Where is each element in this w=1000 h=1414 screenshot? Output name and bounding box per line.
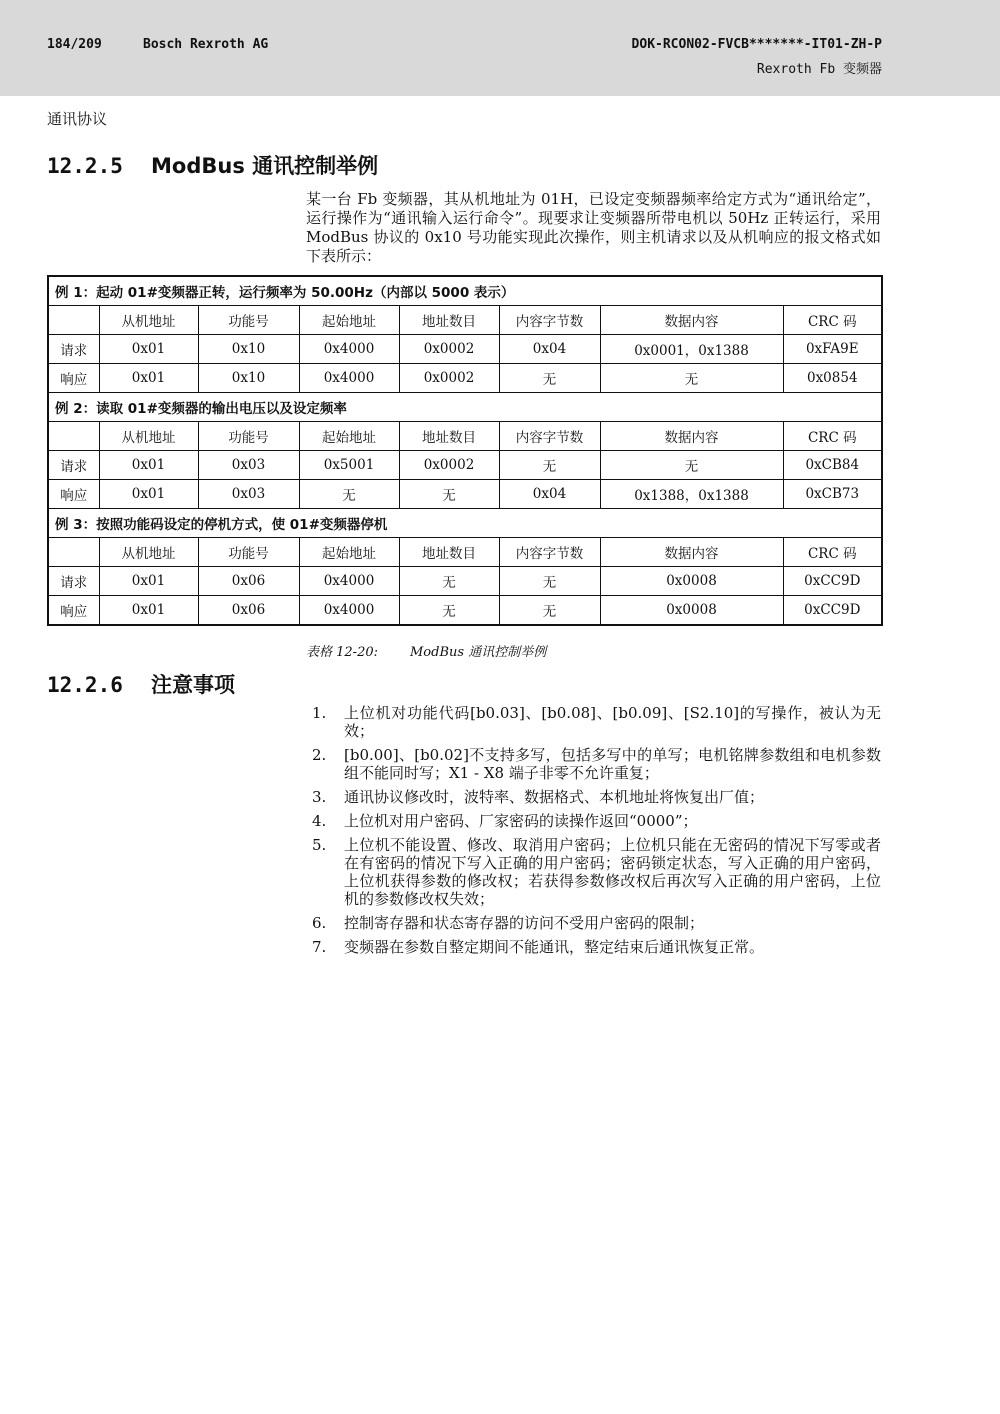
- table-cell: 0x0002: [399, 335, 499, 364]
- table-cell: 0x01: [99, 567, 198, 596]
- column-header: 功能号: [198, 422, 299, 451]
- section-title: 注意事项: [151, 673, 235, 697]
- table-cell: 0xCC9D: [783, 596, 882, 626]
- row-label: 请求: [48, 335, 99, 364]
- table-cell: 0xCB84: [783, 451, 882, 480]
- table-row: [48, 451, 882, 480]
- list-item-text: 通讯协议修改时，波特率、数据格式、本机地址将恢复出厂值；: [344, 788, 765, 806]
- table-cell: 0x03: [198, 480, 299, 509]
- list-item-number: 3.: [312, 788, 327, 806]
- table-cell: 无: [499, 451, 600, 480]
- table-cell: 0x06: [198, 567, 299, 596]
- column-header: [48, 306, 99, 335]
- row-label: 请求: [48, 567, 99, 596]
- table-cell: 0x01: [99, 451, 198, 480]
- table-cell: 无: [600, 451, 783, 480]
- column-header: CRC 码: [783, 422, 882, 451]
- list-item: [312, 704, 881, 740]
- table-cell: 无: [600, 364, 783, 393]
- column-header: 内容字节数: [499, 306, 600, 335]
- example-title: 例 1：起动 01#变频器正转，运行频率为 50.00Hz（内部以 5000 表示）: [48, 276, 882, 306]
- list-item-text: 上位机对用户密码、厂家密码的读操作返回“0000”；: [344, 812, 698, 830]
- list-item: [312, 812, 881, 830]
- list-item: [312, 746, 881, 782]
- column-header: 起始地址: [299, 422, 399, 451]
- column-header: [48, 422, 99, 451]
- example-title-row: [48, 276, 882, 306]
- column-header: 内容字节数: [499, 422, 600, 451]
- table-cell: 无: [499, 567, 600, 596]
- table-cell: 0x01: [99, 364, 198, 393]
- table-cell: 0x0002: [399, 451, 499, 480]
- notes-list: [312, 704, 881, 962]
- table-cell: 0x0854: [783, 364, 882, 393]
- list-item-text: 上位机对功能代码[b0.03]、[b0.08]、[b0.09]、[S2.10]的写操作，被认为无效；: [344, 704, 881, 740]
- table-cell: 0x01: [99, 480, 198, 509]
- example-title-row: [48, 509, 882, 538]
- table-row: [48, 364, 882, 393]
- table-cell: 0x0001，0x1388: [600, 335, 783, 364]
- table-cell: 无: [499, 364, 600, 393]
- list-item-number: 4.: [312, 812, 327, 830]
- table-caption: [306, 641, 546, 660]
- example-title: 例 2：读取 01#变频器的输出电压以及设定频率: [48, 393, 882, 422]
- example-title: 例 3：按照功能码设定的停机方式，使 01#变频器停机: [48, 509, 882, 538]
- table-cell: 0x01: [99, 335, 198, 364]
- list-item: [312, 914, 881, 932]
- list-item-text: 上位机不能设置、修改、取消用户密码；上位机只能在无密码的情况下写零或者在有密码的情况下写入正确的用户密码；密码锁定状态，写入正确的用户密码，上位机获得参数的修改权；若获得参数修改权后再次写入正确的用户密码，上位机的参数修改权失效；: [344, 836, 881, 908]
- row-label: 响应: [48, 480, 99, 509]
- table-cell: 无: [399, 596, 499, 626]
- table-cell: 0x06: [198, 596, 299, 626]
- list-item-text: [b0.00]、[b0.02]不支持多写，包括多写中的单写；电机铭牌参数组和电机参数组不能同时写；X1 - X8 端子非零不允许重复；: [344, 746, 881, 782]
- column-header: 功能号: [198, 306, 299, 335]
- table-cell: 0x4000: [299, 596, 399, 626]
- column-header-row: [48, 422, 882, 451]
- column-header: 内容字节数: [499, 538, 600, 567]
- table-row: [48, 596, 882, 626]
- table-cell: 0x0008: [600, 567, 783, 596]
- list-item-number: 1.: [312, 704, 327, 722]
- list-item-number: 6.: [312, 914, 327, 932]
- column-header: 地址数目: [399, 538, 499, 567]
- section-number: 12.2.6: [47, 673, 123, 697]
- list-item-number: 7.: [312, 938, 327, 956]
- column-header: 从机地址: [99, 538, 198, 567]
- row-label: 响应: [48, 596, 99, 626]
- column-header-row: [48, 538, 882, 567]
- column-header-row: [48, 306, 882, 335]
- table-cell: 0x03: [198, 451, 299, 480]
- table-cell: 0x10: [198, 364, 299, 393]
- table-cell: 0x04: [499, 335, 600, 364]
- column-header: 从机地址: [99, 306, 198, 335]
- column-header: CRC 码: [783, 306, 882, 335]
- table-cell: 0xFA9E: [783, 335, 882, 364]
- table-cell: 0xCC9D: [783, 567, 882, 596]
- document-id: DOK-RCON02-FVCB*******-IT01-ZH-P: [631, 37, 882, 52]
- modbus-example-table: [47, 275, 883, 626]
- row-label: 响应: [48, 364, 99, 393]
- section-label: 通讯协议: [47, 110, 108, 128]
- table-cell: 0x10: [198, 335, 299, 364]
- caption-title: ModBus 通讯控制举例: [410, 645, 547, 660]
- table-cell: 0x01: [99, 596, 198, 626]
- section-number: 12.2.5: [47, 154, 123, 178]
- column-header: 数据内容: [600, 306, 783, 335]
- list-item-number: 2.: [312, 746, 327, 764]
- column-header: 地址数目: [399, 306, 499, 335]
- company-name: Bosch Rexroth AG: [143, 37, 269, 52]
- table-cell: 无: [499, 596, 600, 626]
- table-row: [48, 480, 882, 509]
- list-item-text: 变频器在参数自整定期间不能通讯，整定结束后通讯恢复正常。: [344, 938, 765, 956]
- table-cell: 0x4000: [299, 567, 399, 596]
- example-title-row: [48, 393, 882, 422]
- list-item: [312, 938, 881, 956]
- column-header: 数据内容: [600, 538, 783, 567]
- page-number: 184/209: [47, 37, 102, 52]
- column-header: CRC 码: [783, 538, 882, 567]
- table-cell: 0x0008: [600, 596, 783, 626]
- caption-number: 表格 12-20:: [306, 645, 378, 660]
- section-title: ModBus 通讯控制举例: [151, 154, 379, 178]
- table-cell: 0x4000: [299, 335, 399, 364]
- table-cell: 0x5001: [299, 451, 399, 480]
- table-cell: 无: [399, 567, 499, 596]
- column-header: 功能号: [198, 538, 299, 567]
- table-cell: 0x1388，0x1388: [600, 480, 783, 509]
- column-header: 数据内容: [600, 422, 783, 451]
- table-cell: 无: [299, 480, 399, 509]
- intro-paragraph: 某一台 Fb 变频器，其从机地址为 01H，已设定变频器频率给定方式为“通讯给定”，运行操作为“通讯输入运行命令”。现要求让变频器所带电机以 50Hz 正转运行，采用 ModBus 协议的 0x10 号功能实现此次操作，则主机请求以及从机响应的报文格式如下表所示：: [306, 190, 881, 265]
- table-row: [48, 335, 882, 364]
- column-header: 地址数目: [399, 422, 499, 451]
- table-cell: 0x4000: [299, 364, 399, 393]
- table-cell: 0xCB73: [783, 480, 882, 509]
- page-header: [0, 0, 1000, 96]
- list-item: [312, 836, 881, 908]
- table-cell: 0x04: [499, 480, 600, 509]
- column-header: 起始地址: [299, 306, 399, 335]
- list-item-number: 5.: [312, 836, 327, 854]
- column-header: 从机地址: [99, 422, 198, 451]
- list-item: [312, 788, 881, 806]
- table-row: [48, 567, 882, 596]
- section-heading-modbus-example: [47, 150, 378, 180]
- section-heading-notes: [47, 669, 235, 699]
- column-header: 起始地址: [299, 538, 399, 567]
- product-name: Rexroth Fb 变频器: [756, 62, 882, 77]
- table-cell: 0x0002: [399, 364, 499, 393]
- column-header: [48, 538, 99, 567]
- table-cell: 无: [399, 480, 499, 509]
- row-label: 请求: [48, 451, 99, 480]
- list-item-text: 控制寄存器和状态寄存器的访问不受用户密码的限制；: [344, 914, 705, 932]
